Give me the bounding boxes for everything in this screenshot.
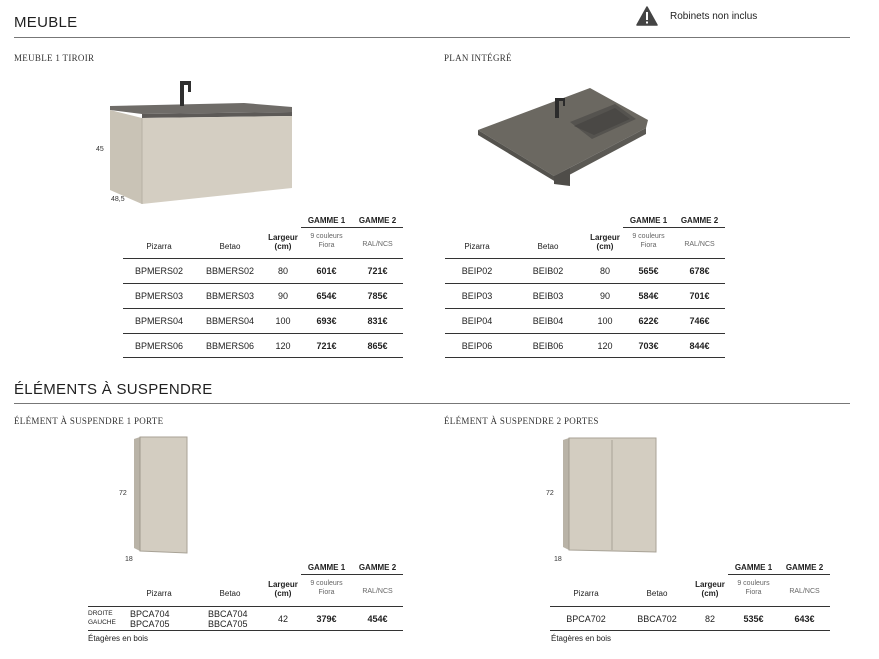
warning-notice xyxy=(636,6,757,26)
cell-gamme1: 584€ xyxy=(638,291,659,301)
cell-gamme2: 721€ xyxy=(367,266,388,276)
col-gamme1-line2: Fiora xyxy=(318,242,335,249)
cell-betao: BBMERS06 xyxy=(205,341,255,351)
col-gamme2: RAL/NCS xyxy=(789,588,820,595)
cell-betao: BEIB06 xyxy=(532,341,564,351)
cell-pizarra: BPCA702 xyxy=(566,614,606,624)
col-gamme1-line1: 9 couleurs xyxy=(632,233,665,240)
col-betao: Betao xyxy=(537,242,559,251)
col-largeur xyxy=(690,580,730,598)
cell-betao xyxy=(208,609,248,629)
cell-pizarra: BPMERS03 xyxy=(134,291,184,301)
cell-largeur: 100 xyxy=(275,316,291,326)
cell-gamme1: 601€ xyxy=(316,266,337,276)
gamme2-label: GAMME 2 xyxy=(680,216,719,225)
subtitle-meuble-tiroir: MEUBLE 1 TIROIR xyxy=(14,53,95,63)
section-divider xyxy=(14,403,850,404)
col-gamme1 xyxy=(728,579,779,597)
gamme1-label: GAMME 1 xyxy=(307,216,346,225)
cell-gamme1: 535€ xyxy=(743,614,764,624)
cell-gamme2: 643€ xyxy=(794,614,815,624)
cell-betao: BEIB03 xyxy=(532,291,564,301)
cell-pizarra: BPMERS02 xyxy=(134,266,184,276)
side-droite: DROITE xyxy=(88,610,113,617)
gamme2-label: GAMME 2 xyxy=(785,563,824,572)
cell-gamme2: 701€ xyxy=(689,291,710,301)
col-largeur-label: Largeur xyxy=(268,580,298,589)
cell-betao: BEIB02 xyxy=(532,266,564,276)
note-etageres: Étagères en bois xyxy=(88,634,149,643)
table-row xyxy=(123,308,403,333)
warning-text: Robinets non inclus xyxy=(670,10,758,22)
cell-gamme2: 785€ xyxy=(367,291,388,301)
cell-gamme1: 622€ xyxy=(638,316,659,326)
cabinet-1-door-image xyxy=(134,435,194,555)
col-largeur xyxy=(263,580,303,598)
cell-betao: BEIB04 xyxy=(532,316,564,326)
col-largeur-label: Largeur xyxy=(695,580,725,589)
col-gamme1-line2: Fiora xyxy=(640,242,657,249)
col-gamme1-line1: 9 couleurs xyxy=(737,580,770,587)
gamme1-label: GAMME 1 xyxy=(734,563,773,572)
side-labels xyxy=(88,609,116,627)
section-title-meuble: MEUBLE xyxy=(14,14,78,31)
dim-height-label: 72 xyxy=(546,490,554,497)
col-pizarra: Pizarra xyxy=(146,589,172,598)
cell-gamme1: 721€ xyxy=(316,341,337,351)
col-gamme1 xyxy=(623,232,674,250)
cell-pizarra: BEIP04 xyxy=(461,316,493,326)
table-row xyxy=(550,606,830,631)
gamme-header xyxy=(728,563,830,575)
dim-height-label: 72 xyxy=(119,490,127,497)
col-betao: Betao xyxy=(219,242,241,251)
col-betao: Betao xyxy=(219,589,241,598)
table-row xyxy=(123,283,403,308)
cell-betao-droite: BBCA704 xyxy=(208,609,248,619)
dim-height-label: 45 xyxy=(96,146,104,153)
cell-gamme1: 654€ xyxy=(316,291,337,301)
cell-gamme1: 703€ xyxy=(638,341,659,351)
cell-largeur: 120 xyxy=(597,341,613,351)
col-largeur xyxy=(263,233,303,251)
col-pizarra: Pizarra xyxy=(573,589,599,598)
col-pizarra: Pizarra xyxy=(146,242,172,251)
cell-pizarra: BEIP02 xyxy=(461,266,493,276)
gamme2-label: GAMME 2 xyxy=(358,563,397,572)
table-header xyxy=(123,230,403,254)
table-row xyxy=(445,283,725,308)
subtitle-plan-integre: PLAN INTÉGRÉ xyxy=(444,53,512,63)
table-header xyxy=(123,577,403,601)
table-header xyxy=(445,230,725,254)
table-row xyxy=(123,333,403,358)
subtitle-suspendre-1: ÉLÉMENT À SUSPENDRE 1 PORTE xyxy=(14,416,164,426)
col-gamme2: RAL/NCS xyxy=(362,241,393,248)
table-row xyxy=(445,333,725,358)
cell-betao: BBMERS02 xyxy=(205,266,255,276)
cell-pizarra-gauche: BPCA705 xyxy=(130,619,170,629)
cell-largeur: 42 xyxy=(277,614,288,624)
cell-gamme2: 865€ xyxy=(367,341,388,351)
dim-depth-label: 18 xyxy=(125,556,133,563)
cell-gamme2: 678€ xyxy=(689,266,710,276)
cell-largeur: 82 xyxy=(704,614,715,624)
gamme2-label: GAMME 2 xyxy=(358,216,397,225)
warning-icon xyxy=(636,6,658,26)
vanity-drawer-image xyxy=(102,72,297,207)
col-gamme1-line1: 9 couleurs xyxy=(310,233,343,240)
cell-pizarra: BPMERS06 xyxy=(134,341,184,351)
cell-largeur: 80 xyxy=(599,266,610,276)
col-gamme2: RAL/NCS xyxy=(684,241,715,248)
col-gamme1-line1: 9 couleurs xyxy=(310,580,343,587)
cell-largeur: 80 xyxy=(277,266,288,276)
side-gauche: GAUCHE xyxy=(88,619,116,626)
table-row xyxy=(445,308,725,333)
gamme-header xyxy=(301,216,403,228)
col-largeur-unit: (cm) xyxy=(701,589,719,598)
col-gamme1-line2: Fiora xyxy=(745,589,762,596)
cell-gamme1: 379€ xyxy=(316,614,337,624)
col-largeur-unit: (cm) xyxy=(596,242,614,251)
table-row xyxy=(123,258,403,283)
note-etageres: Étagères en bois xyxy=(551,634,612,643)
table-header xyxy=(550,577,830,601)
section-divider xyxy=(14,37,850,38)
cell-betao: BBCA702 xyxy=(637,614,677,624)
col-pizarra: Pizarra xyxy=(464,242,490,251)
cell-gamme1: 693€ xyxy=(316,316,337,326)
gamme1-label: GAMME 1 xyxy=(629,216,668,225)
gamme1-label: GAMME 1 xyxy=(307,563,346,572)
gamme-header xyxy=(623,216,725,228)
cell-largeur: 90 xyxy=(599,291,610,301)
cell-largeur: 100 xyxy=(597,316,613,326)
cell-betao: BBMERS03 xyxy=(205,291,255,301)
cell-largeur: 90 xyxy=(277,291,288,301)
cell-pizarra: BPMERS04 xyxy=(134,316,184,326)
cell-pizarra: BEIP03 xyxy=(461,291,493,301)
cell-gamme2: 746€ xyxy=(689,316,710,326)
cell-gamme2: 844€ xyxy=(689,341,710,351)
section-title-elements: ÉLÉMENTS À SUSPENDRE xyxy=(14,381,213,398)
cabinet-2-doors-image xyxy=(563,436,663,554)
dim-depth-label: 48,5 xyxy=(111,196,125,203)
col-betao: Betao xyxy=(646,589,668,598)
cell-betao: BBMERS04 xyxy=(205,316,255,326)
col-largeur-label: Largeur xyxy=(590,233,620,242)
subtitle-suspendre-2: ÉLÉMENT À SUSPENDRE 2 PORTES xyxy=(444,416,599,426)
col-gamme1 xyxy=(301,579,352,597)
table-row xyxy=(445,258,725,283)
col-gamme1-line2: Fiora xyxy=(318,589,335,596)
integrated-basin-image xyxy=(470,72,710,192)
cell-pizarra xyxy=(130,609,170,629)
col-gamme2: RAL/NCS xyxy=(362,588,393,595)
col-largeur-unit: (cm) xyxy=(274,589,292,598)
col-gamme1 xyxy=(301,232,352,250)
cell-largeur: 120 xyxy=(275,341,291,351)
gamme-header xyxy=(301,563,403,575)
cell-pizarra-droite: BPCA704 xyxy=(130,609,170,619)
cell-gamme2: 454€ xyxy=(367,614,388,624)
cell-gamme2: 831€ xyxy=(367,316,388,326)
cell-pizarra: BEIP06 xyxy=(461,341,493,351)
col-largeur xyxy=(585,233,625,251)
cell-betao-gauche: BBCA705 xyxy=(208,619,248,629)
col-largeur-unit: (cm) xyxy=(274,242,292,251)
cell-gamme1: 565€ xyxy=(638,266,659,276)
col-largeur-label: Largeur xyxy=(268,233,298,242)
dim-depth-label: 18 xyxy=(554,556,562,563)
table-row xyxy=(88,606,403,631)
